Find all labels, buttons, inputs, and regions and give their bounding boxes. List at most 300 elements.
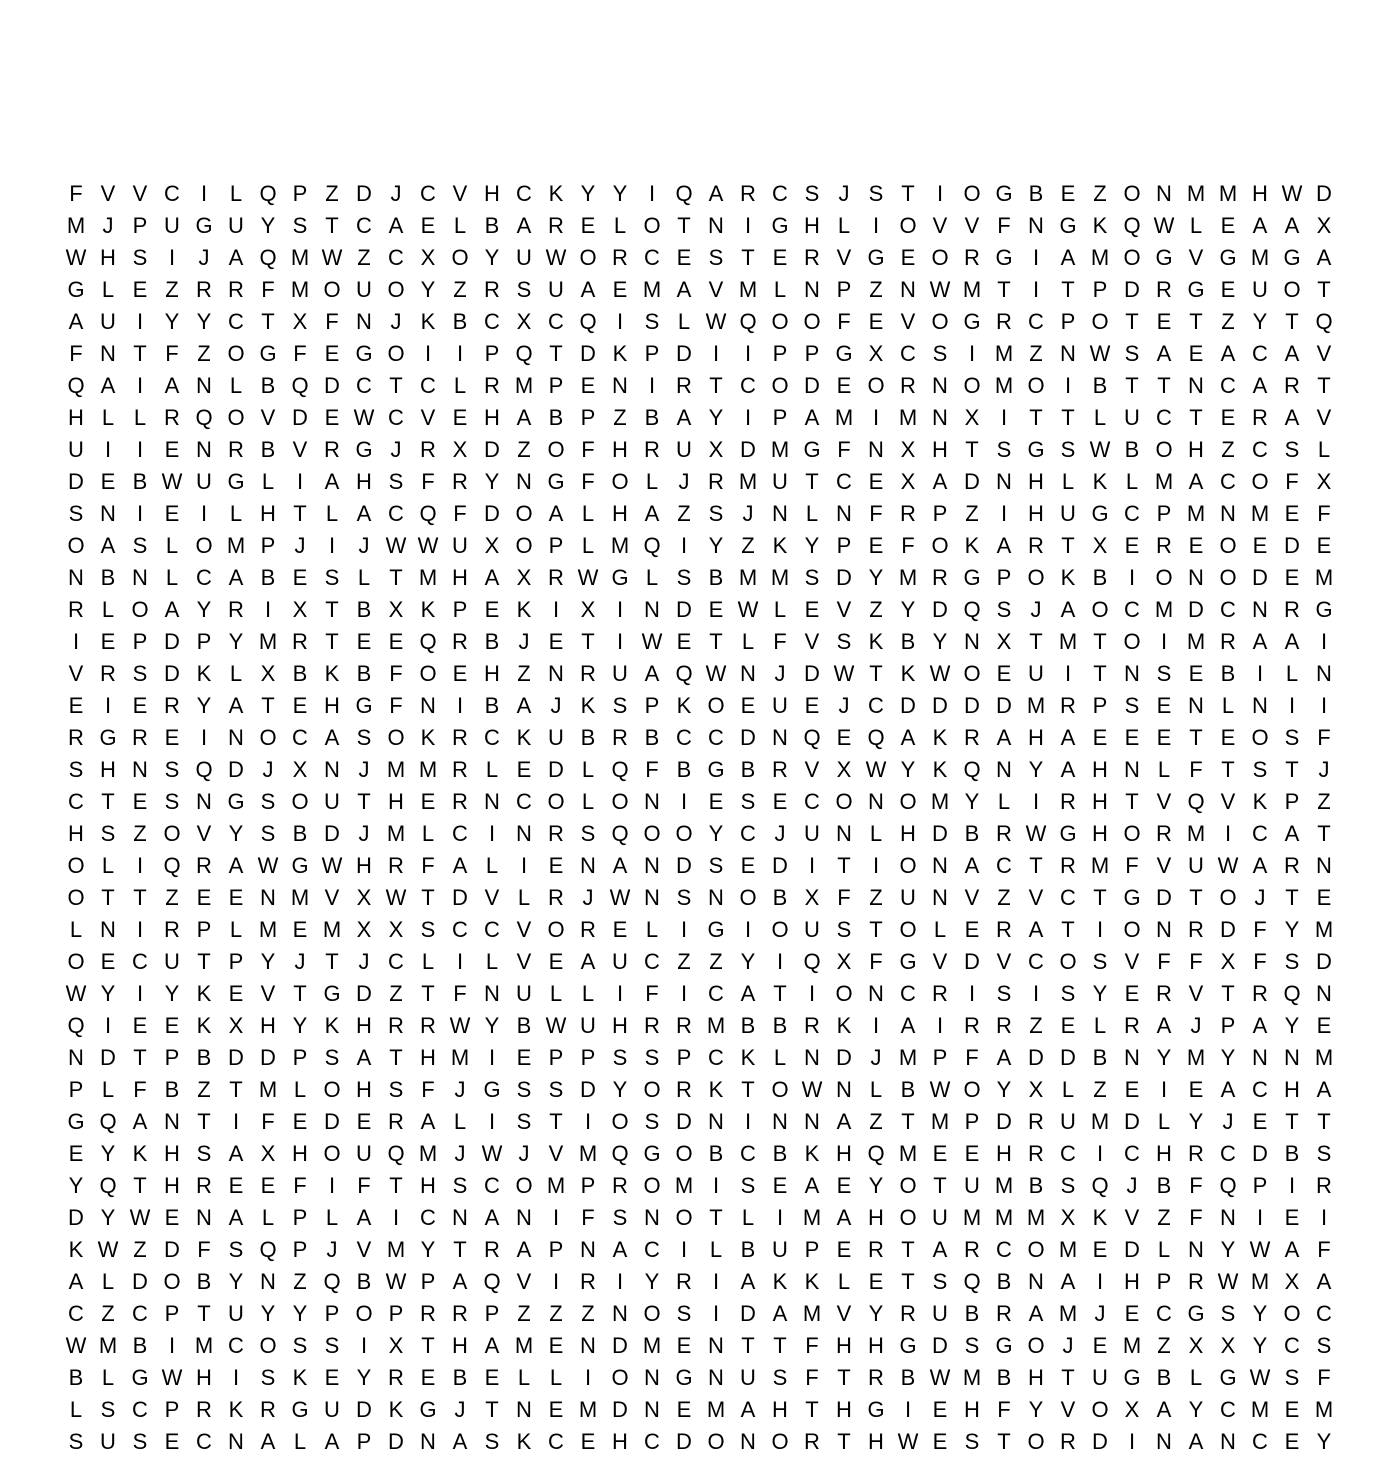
letter-cell[interactable]: P — [292, 181, 308, 206]
letter-cell[interactable]: I — [616, 629, 624, 654]
letter-cell[interactable]: R — [1284, 597, 1300, 622]
letter-cell[interactable]: L — [1061, 469, 1075, 494]
letter-cell[interactable]: I — [1000, 501, 1008, 526]
letter-cell[interactable]: O — [1123, 181, 1141, 206]
letter-cell[interactable]: V — [804, 629, 820, 654]
letter-cell[interactable]: A — [644, 661, 660, 686]
letter-cell[interactable]: C — [1284, 1333, 1300, 1358]
letter-cell[interactable]: Z — [1093, 1077, 1107, 1102]
letter-cell[interactable]: I — [200, 501, 208, 526]
letter-cell[interactable]: L — [645, 917, 659, 942]
letter-cell[interactable]: E — [612, 277, 628, 302]
letter-cell[interactable]: L — [805, 501, 819, 526]
letter-cell[interactable]: A — [1060, 245, 1076, 270]
letter-cell[interactable]: I — [552, 597, 560, 622]
letter-cell[interactable]: E — [164, 1013, 180, 1038]
letter-cell[interactable]: I — [1096, 1141, 1104, 1166]
letter-cell[interactable]: D — [1028, 1045, 1044, 1070]
letter-cell[interactable]: E — [292, 565, 308, 590]
letter-cell[interactable]: L — [645, 565, 659, 590]
letter-cell[interactable]: N — [1252, 597, 1268, 622]
letter-cell[interactable]: M — [578, 1141, 598, 1166]
letter-cell[interactable]: M — [290, 245, 310, 270]
letter-cell[interactable]: B — [484, 213, 500, 238]
letter-cell[interactable]: F — [421, 853, 435, 878]
letter-cell[interactable]: E — [772, 245, 788, 270]
letter-cell[interactable]: Z — [357, 245, 371, 270]
letter-cell[interactable]: M — [994, 1173, 1014, 1198]
letter-cell[interactable]: R — [964, 1237, 980, 1262]
letter-cell[interactable]: T — [1029, 853, 1043, 878]
letter-cell[interactable]: Z — [1029, 1013, 1043, 1038]
letter-cell[interactable]: A — [1188, 469, 1204, 494]
letter-cell[interactable]: Y — [1092, 981, 1108, 1006]
letter-cell[interactable]: L — [709, 1237, 723, 1262]
letter-cell[interactable]: H — [388, 789, 404, 814]
letter-cell[interactable]: N — [484, 789, 500, 814]
letter-cell[interactable]: G — [227, 789, 245, 814]
letter-cell[interactable]: R — [452, 469, 468, 494]
letter-cell[interactable]: A — [996, 533, 1012, 558]
letter-cell[interactable]: X — [228, 1013, 244, 1038]
letter-cell[interactable]: N — [196, 373, 212, 398]
letter-cell[interactable]: D — [324, 1109, 340, 1134]
letter-cell[interactable]: C — [516, 789, 532, 814]
letter-cell[interactable]: P — [580, 405, 596, 430]
letter-cell[interactable]: Y — [1252, 1333, 1268, 1358]
letter-cell[interactable]: E — [1060, 181, 1076, 206]
letter-cell[interactable]: F — [389, 661, 403, 686]
letter-cell[interactable]: O — [899, 789, 917, 814]
letter-cell[interactable]: E — [132, 1013, 148, 1038]
letter-cell[interactable]: S — [612, 693, 628, 718]
letter-cell[interactable]: H — [356, 853, 372, 878]
letter-cell[interactable]: V — [1124, 949, 1140, 974]
letter-cell[interactable]: R — [1220, 629, 1236, 654]
letter-cell[interactable]: N — [196, 789, 212, 814]
letter-cell[interactable]: B — [1028, 1173, 1044, 1198]
letter-cell[interactable]: Y — [164, 309, 180, 334]
letter-cell[interactable]: Z — [453, 277, 467, 302]
letter-cell[interactable]: N — [324, 757, 340, 782]
letter-cell[interactable]: F — [1317, 501, 1331, 526]
letter-cell[interactable]: L — [261, 469, 275, 494]
letter-cell[interactable]: M — [1314, 565, 1334, 590]
letter-cell[interactable]: N — [1188, 373, 1204, 398]
letter-cell[interactable]: R — [132, 725, 148, 750]
letter-cell[interactable]: C — [548, 309, 564, 334]
letter-cell[interactable]: Q — [675, 661, 693, 686]
letter-cell[interactable]: L — [869, 821, 883, 846]
letter-cell[interactable]: D — [836, 565, 852, 590]
letter-cell[interactable]: M — [1314, 1397, 1334, 1422]
letter-cell[interactable]: T — [805, 1397, 819, 1422]
letter-cell[interactable]: E — [292, 693, 308, 718]
letter-cell[interactable]: E — [516, 757, 532, 782]
letter-cell[interactable]: B — [1124, 437, 1140, 462]
letter-cell[interactable]: X — [900, 437, 916, 462]
letter-cell[interactable]: W — [161, 469, 183, 494]
letter-cell[interactable]: W — [801, 1077, 823, 1102]
letter-cell[interactable]: O — [771, 917, 789, 942]
letter-cell[interactable]: D — [676, 1109, 692, 1134]
letter-cell[interactable]: U — [228, 1301, 244, 1326]
letter-cell[interactable]: J — [742, 501, 754, 526]
letter-cell[interactable]: I — [1320, 693, 1328, 718]
letter-cell[interactable]: G — [483, 1077, 501, 1102]
letter-cell[interactable]: B — [996, 1269, 1012, 1294]
letter-cell[interactable]: N — [708, 1333, 724, 1358]
letter-cell[interactable]: O — [835, 981, 853, 1006]
letter-cell[interactable]: G — [899, 949, 917, 974]
letter-cell[interactable]: R — [900, 1301, 916, 1326]
letter-cell[interactable]: P — [1252, 1173, 1268, 1198]
letter-cell[interactable]: N — [708, 1109, 724, 1134]
letter-cell[interactable]: O — [227, 405, 245, 430]
letter-cell[interactable]: S — [580, 821, 596, 846]
letter-cell[interactable]: I — [648, 181, 656, 206]
letter-cell[interactable]: W — [545, 1013, 567, 1038]
letter-cell[interactable]: O — [1219, 533, 1237, 558]
letter-cell[interactable]: M — [1154, 597, 1174, 622]
letter-cell[interactable]: U — [932, 1301, 948, 1326]
letter-cell[interactable]: T — [1061, 1365, 1075, 1390]
letter-cell[interactable]: C — [1252, 437, 1268, 462]
letter-cell[interactable]: W — [1089, 341, 1111, 366]
letter-cell[interactable]: Z — [325, 181, 339, 206]
letter-cell[interactable]: J — [1062, 1333, 1074, 1358]
letter-cell[interactable]: C — [484, 309, 500, 334]
letter-cell[interactable]: A — [804, 405, 820, 430]
letter-cell[interactable]: R — [228, 597, 244, 622]
letter-cell[interactable]: F — [165, 341, 179, 366]
letter-cell[interactable]: K — [516, 597, 532, 622]
letter-cell[interactable]: L — [357, 565, 371, 590]
letter-cell[interactable]: M — [1058, 629, 1078, 654]
letter-cell[interactable]: R — [68, 597, 84, 622]
letter-cell[interactable]: X — [516, 565, 532, 590]
letter-cell[interactable]: E — [708, 789, 724, 814]
letter-cell[interactable]: M — [674, 1173, 694, 1198]
letter-cell[interactable]: I — [1288, 1173, 1296, 1198]
letter-cell[interactable]: S — [964, 1333, 980, 1358]
letter-cell[interactable]: F — [357, 1173, 371, 1198]
letter-cell[interactable]: M — [994, 373, 1014, 398]
letter-cell[interactable]: A — [1060, 1269, 1076, 1294]
letter-cell[interactable]: A — [228, 693, 244, 718]
letter-cell[interactable]: A — [1252, 373, 1268, 398]
letter-cell[interactable]: R — [612, 725, 628, 750]
letter-cell[interactable]: Y — [1188, 1397, 1204, 1422]
letter-cell[interactable]: U — [548, 725, 564, 750]
letter-cell[interactable]: H — [868, 1205, 884, 1230]
letter-cell[interactable]: U — [804, 821, 820, 846]
letter-cell[interactable]: T — [101, 885, 115, 910]
letter-cell[interactable]: E — [1156, 309, 1172, 334]
letter-cell[interactable]: R — [164, 917, 180, 942]
letter-cell[interactable]: C — [644, 949, 660, 974]
letter-cell[interactable]: K — [548, 181, 564, 206]
letter-cell[interactable]: P — [1220, 1013, 1236, 1038]
letter-cell[interactable]: I — [72, 629, 80, 654]
letter-cell[interactable]: O — [675, 1205, 693, 1230]
letter-cell[interactable]: Y — [804, 533, 820, 558]
letter-cell[interactable]: E — [324, 341, 340, 366]
letter-cell[interactable]: P — [548, 533, 564, 558]
letter-cell[interactable]: N — [420, 1429, 436, 1454]
letter-cell[interactable]: N — [644, 789, 660, 814]
letter-cell[interactable]: O — [899, 213, 917, 238]
letter-cell[interactable]: D — [356, 181, 372, 206]
letter-cell[interactable]: E — [612, 917, 628, 942]
letter-cell[interactable]: X — [260, 1141, 276, 1166]
letter-cell[interactable]: C — [644, 1429, 660, 1454]
letter-cell[interactable]: O — [643, 1301, 661, 1326]
letter-cell[interactable]: E — [164, 501, 180, 526]
letter-cell[interactable]: E — [356, 1109, 372, 1134]
letter-cell[interactable]: I — [776, 1205, 784, 1230]
letter-cell[interactable]: F — [1189, 949, 1203, 974]
letter-cell[interactable]: I — [872, 1013, 880, 1038]
letter-cell[interactable]: T — [1029, 405, 1043, 430]
letter-cell[interactable]: G — [995, 245, 1013, 270]
letter-cell[interactable]: R — [68, 725, 84, 750]
letter-cell[interactable]: L — [549, 1365, 563, 1390]
letter-cell[interactable]: O — [1155, 437, 1173, 462]
letter-cell[interactable]: G — [963, 309, 981, 334]
letter-cell[interactable]: E — [964, 917, 980, 942]
letter-cell[interactable]: P — [356, 1429, 372, 1454]
letter-cell[interactable]: T — [1189, 725, 1203, 750]
letter-cell[interactable]: J — [550, 693, 562, 718]
letter-cell[interactable]: C — [708, 981, 724, 1006]
letter-cell[interactable]: Z — [613, 405, 627, 430]
letter-cell[interactable]: X — [292, 757, 308, 782]
letter-cell[interactable]: E — [1284, 565, 1300, 590]
letter-cell[interactable]: T — [325, 629, 339, 654]
letter-cell[interactable]: Q — [611, 757, 629, 782]
letter-cell[interactable]: A — [1028, 917, 1044, 942]
letter-cell[interactable]: E — [164, 1205, 180, 1230]
letter-cell[interactable]: O — [387, 725, 405, 750]
letter-cell[interactable]: T — [1061, 277, 1075, 302]
letter-cell[interactable]: A — [580, 277, 596, 302]
letter-cell[interactable]: T — [901, 181, 915, 206]
letter-cell[interactable]: L — [325, 501, 339, 526]
letter-cell[interactable]: I — [552, 1205, 560, 1230]
letter-cell[interactable]: B — [356, 1269, 372, 1294]
letter-cell[interactable]: G — [323, 981, 341, 1006]
letter-cell[interactable]: R — [964, 725, 980, 750]
letter-cell[interactable]: Q — [67, 373, 85, 398]
letter-cell[interactable]: I — [648, 373, 656, 398]
letter-cell[interactable]: D — [1124, 1109, 1140, 1134]
letter-cell[interactable]: A — [932, 469, 948, 494]
letter-cell[interactable]: V — [516, 917, 532, 942]
letter-cell[interactable]: A — [452, 1269, 468, 1294]
letter-cell[interactable]: A — [996, 1045, 1012, 1070]
letter-cell[interactable]: D — [1060, 1045, 1076, 1070]
letter-cell[interactable]: L — [613, 213, 627, 238]
letter-cell[interactable]: N — [516, 1397, 532, 1422]
letter-cell[interactable]: H — [612, 1429, 628, 1454]
letter-cell[interactable]: T — [197, 949, 211, 974]
letter-cell[interactable]: B — [644, 725, 660, 750]
letter-cell[interactable]: J — [358, 757, 370, 782]
letter-cell[interactable]: S — [932, 1269, 948, 1294]
letter-cell[interactable]: G — [1219, 1365, 1237, 1390]
letter-cell[interactable]: A — [516, 213, 532, 238]
letter-cell[interactable]: L — [741, 629, 755, 654]
letter-cell[interactable]: I — [488, 1045, 496, 1070]
letter-cell[interactable]: E — [772, 789, 788, 814]
letter-cell[interactable]: X — [580, 597, 596, 622]
letter-cell[interactable]: E — [676, 245, 692, 270]
letter-cell[interactable]: I — [616, 1269, 624, 1294]
letter-cell[interactable]: N — [1028, 213, 1044, 238]
letter-cell[interactable]: J — [1094, 1301, 1106, 1326]
letter-cell[interactable]: Y — [68, 1173, 84, 1198]
letter-cell[interactable]: Z — [581, 1301, 595, 1326]
letter-cell[interactable]: T — [293, 981, 307, 1006]
letter-cell[interactable]: M — [1250, 245, 1270, 270]
letter-cell[interactable]: D — [68, 469, 84, 494]
letter-cell[interactable]: K — [740, 1045, 756, 1070]
letter-cell[interactable]: E — [388, 629, 404, 654]
letter-cell[interactable]: M — [930, 1109, 950, 1134]
letter-cell[interactable]: N — [612, 373, 628, 398]
letter-cell[interactable]: I — [1256, 661, 1264, 686]
letter-cell[interactable]: N — [708, 213, 724, 238]
letter-cell[interactable]: A — [516, 1237, 532, 1262]
letter-cell[interactable]: O — [1251, 469, 1269, 494]
letter-cell[interactable]: H — [1092, 789, 1108, 814]
letter-cell[interactable]: O — [931, 533, 949, 558]
letter-cell[interactable]: W — [1249, 1237, 1271, 1262]
letter-cell[interactable]: A — [932, 1237, 948, 1262]
letter-cell[interactable]: R — [420, 1301, 436, 1326]
letter-cell[interactable]: W — [481, 1141, 503, 1166]
letter-cell[interactable]: I — [968, 981, 976, 1006]
letter-cell[interactable]: W — [417, 533, 439, 558]
letter-cell[interactable]: F — [197, 1237, 211, 1262]
letter-cell[interactable]: Z — [677, 501, 691, 526]
letter-cell[interactable]: G — [1187, 277, 1205, 302]
letter-cell[interactable]: U — [196, 469, 212, 494]
letter-cell[interactable]: P — [1156, 1269, 1172, 1294]
letter-cell[interactable]: Q — [1283, 981, 1301, 1006]
letter-cell[interactable]: L — [933, 917, 947, 942]
letter-cell[interactable]: U — [772, 1237, 788, 1262]
letter-cell[interactable]: J — [870, 1045, 882, 1070]
letter-cell[interactable]: L — [101, 1365, 115, 1390]
letter-cell[interactable]: M — [194, 1333, 214, 1358]
letter-cell[interactable]: T — [1189, 309, 1203, 334]
letter-cell[interactable]: H — [292, 1141, 308, 1166]
letter-cell[interactable]: O — [931, 245, 949, 270]
letter-cell[interactable]: O — [1059, 949, 1077, 974]
letter-cell[interactable]: G — [675, 1365, 693, 1390]
letter-cell[interactable]: D — [1188, 597, 1204, 622]
letter-cell[interactable]: S — [676, 565, 692, 590]
letter-cell[interactable]: U — [100, 309, 116, 334]
letter-cell[interactable]: Z — [517, 661, 531, 686]
letter-cell[interactable]: U — [164, 213, 180, 238]
letter-cell[interactable]: K — [1252, 789, 1268, 814]
letter-cell[interactable]: N — [740, 661, 756, 686]
letter-cell[interactable]: B — [740, 1237, 756, 1262]
letter-cell[interactable]: X — [1028, 1077, 1044, 1102]
letter-cell[interactable]: I — [744, 341, 752, 366]
letter-cell[interactable]: M — [994, 1205, 1014, 1230]
letter-cell[interactable]: E — [708, 597, 724, 622]
letter-cell[interactable]: I — [1288, 693, 1296, 718]
letter-cell[interactable]: R — [580, 661, 596, 686]
letter-cell[interactable]: W — [1281, 181, 1303, 206]
letter-cell[interactable]: T — [1125, 789, 1139, 814]
letter-cell[interactable]: C — [772, 181, 788, 206]
letter-cell[interactable]: C — [996, 1237, 1012, 1262]
letter-cell[interactable]: I — [872, 853, 880, 878]
letter-cell[interactable]: D — [324, 821, 340, 846]
letter-cell[interactable]: Y — [228, 629, 244, 654]
letter-cell[interactable]: E — [1316, 1013, 1332, 1038]
letter-cell[interactable]: H — [1252, 181, 1268, 206]
letter-cell[interactable]: A — [228, 565, 244, 590]
letter-cell[interactable]: P — [292, 1237, 308, 1262]
letter-cell[interactable]: W — [385, 1269, 407, 1294]
letter-cell[interactable]: O — [707, 1429, 725, 1454]
letter-cell[interactable]: C — [1124, 1141, 1140, 1166]
letter-cell[interactable]: C — [228, 1333, 244, 1358]
letter-cell[interactable]: W — [737, 597, 759, 622]
letter-cell[interactable]: T — [933, 1173, 947, 1198]
letter-cell[interactable]: R — [996, 309, 1012, 334]
letter-cell[interactable]: B — [676, 757, 692, 782]
letter-cell[interactable]: S — [388, 1077, 404, 1102]
letter-cell[interactable]: X — [1220, 949, 1236, 974]
letter-cell[interactable]: E — [1220, 725, 1236, 750]
letter-cell[interactable]: R — [196, 277, 212, 302]
letter-cell[interactable]: T — [261, 693, 275, 718]
letter-cell[interactable]: B — [132, 469, 148, 494]
letter-cell[interactable]: B — [68, 1365, 84, 1390]
letter-cell[interactable]: G — [707, 757, 725, 782]
letter-cell[interactable]: Y — [356, 1365, 372, 1390]
letter-cell[interactable]: B — [580, 725, 596, 750]
letter-cell[interactable]: E — [580, 1429, 596, 1454]
letter-cell[interactable]: C — [516, 181, 532, 206]
letter-cell[interactable]: E — [132, 277, 148, 302]
letter-cell[interactable]: H — [868, 1429, 884, 1454]
letter-cell[interactable]: X — [868, 341, 884, 366]
letter-cell[interactable]: D — [740, 1301, 756, 1326]
letter-cell[interactable]: N — [932, 405, 948, 430]
letter-cell[interactable]: W — [1025, 821, 1047, 846]
letter-cell[interactable]: Y — [1284, 1013, 1300, 1038]
letter-cell[interactable]: P — [804, 1237, 820, 1262]
letter-cell[interactable]: R — [452, 1301, 468, 1326]
letter-cell[interactable]: C — [228, 309, 244, 334]
letter-cell[interactable]: G — [291, 1397, 309, 1422]
letter-cell[interactable]: O — [1027, 1333, 1045, 1358]
letter-cell[interactable]: P — [804, 341, 820, 366]
letter-cell[interactable]: V — [1316, 405, 1332, 430]
letter-cell[interactable]: B — [196, 1269, 212, 1294]
letter-cell[interactable]: E — [1316, 885, 1332, 910]
letter-cell[interactable]: B — [772, 885, 788, 910]
letter-cell[interactable]: C — [1252, 1077, 1268, 1102]
